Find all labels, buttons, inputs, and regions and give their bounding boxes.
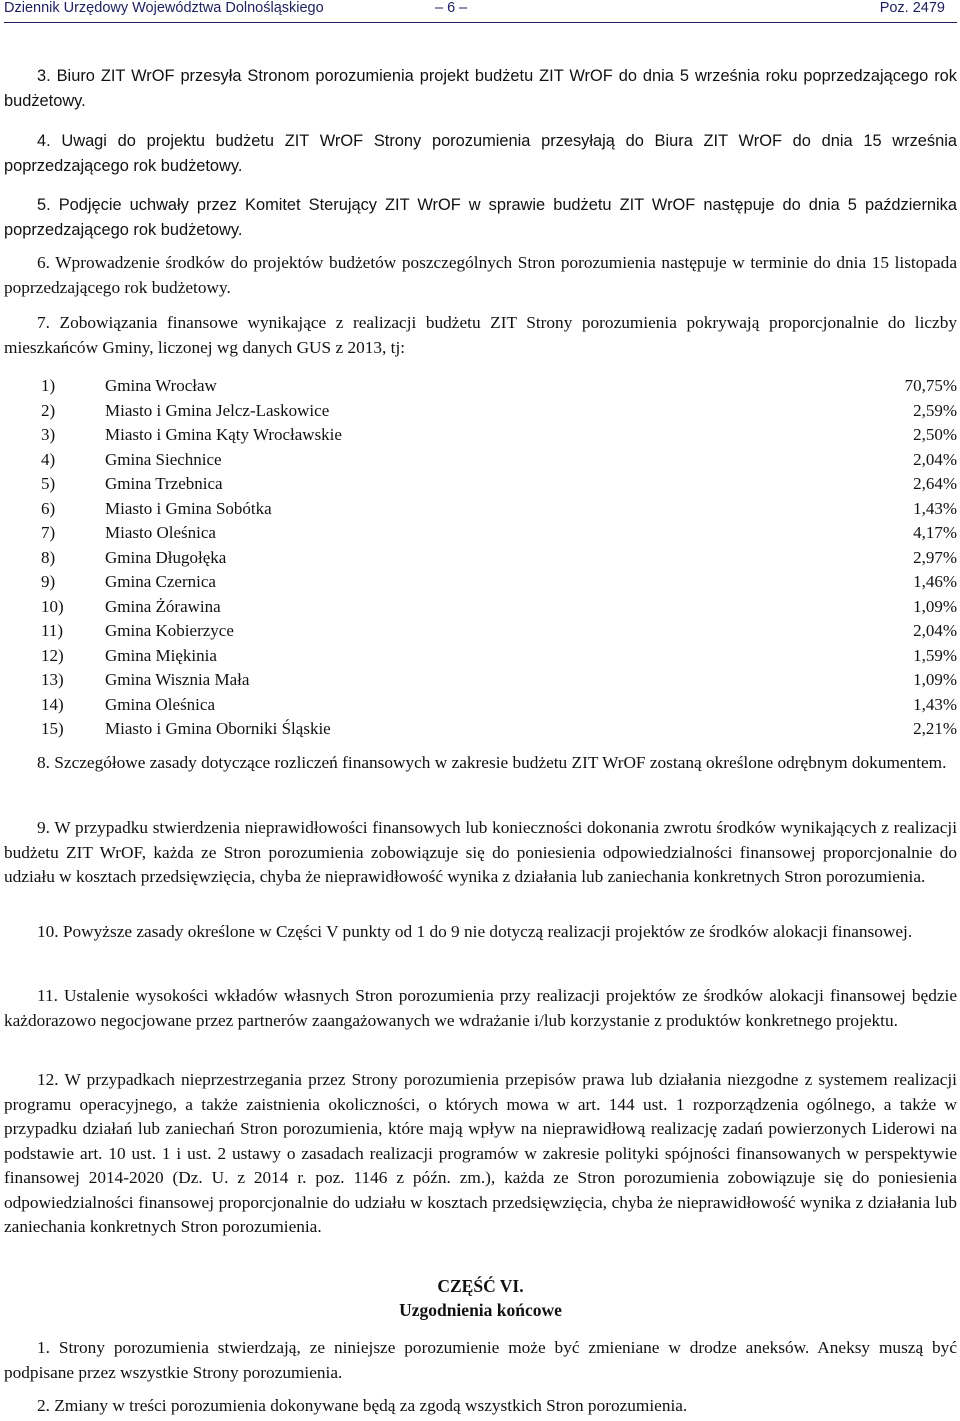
list-item-number: 11)	[41, 621, 64, 640]
share-percentage: 2,59%	[913, 400, 957, 420]
paragraph-10: 10. Powyższe zasady określone w Części V punkty od 1 do 9 nie dotyczą realizacji projektów ze środków alokacji finansowej.	[37, 922, 913, 941]
share-percentage: 2,97%	[913, 547, 957, 567]
list-item	[4, 448, 957, 473]
section-title: CZĘŚĆ VI.	[437, 1276, 524, 1296]
list-item	[4, 374, 957, 399]
list-item	[4, 595, 957, 620]
municipality-name: Gmina Oleśnica	[105, 694, 215, 714]
list-item	[4, 546, 957, 571]
list-item	[4, 668, 957, 693]
municipality-name: Gmina Trzebnica	[105, 474, 223, 493]
section-subtitle: Uzgodnienia końcowe	[399, 1300, 562, 1320]
list-item-number: 3)	[41, 425, 56, 444]
list-item	[4, 521, 957, 546]
municipality-name: Gmina Miękinia	[105, 645, 217, 665]
list-item	[4, 619, 957, 644]
list-item-number: 12)	[41, 645, 64, 665]
paragraph-9: 9. W przypadku stwierdzenia nieprawidłowości finansowych lub konieczności dokonania zwrotu środków wynikających z realizacji budżetu ZIT WrOF, każda ze Stron porozumienia zobowiązuje się do poniesienia odpowiedzialności finansowej proporcjonalnie do udziału w kosztach przedsięwzięcia, chyba że nieprawidłowość wynika z działania lub zaniechania konkretnych Stron porozumienia.	[4, 818, 957, 886]
municipality-name: Gmina Żórawina	[105, 596, 221, 616]
page-header	[4, 0, 957, 23]
share-percentage: 70,75%	[904, 376, 957, 395]
share-percentage: 4,17%	[913, 523, 957, 542]
list-item-number: 6)	[41, 498, 56, 518]
list-item	[4, 497, 957, 522]
paragraph-8: 8. Szczegółowe zasady dotyczące rozliczeń finansowych w zakresie budżetu ZIT WrOF zostaną określone odrębnym dokumentem.	[37, 753, 947, 772]
paragraph-3: 3. Biuro ZIT WrOF przesyła Stronom porozumienia projekt budżetu ZIT WrOF do dnia 5 września roku poprzedzającego rok budżetowy.	[4, 67, 957, 110]
list-item-number: 1)	[41, 376, 56, 395]
list-item-number: 10)	[41, 596, 64, 616]
final-point-1: 1. Strony porozumienia stwierdzają, ze niniejsze porozumienie może być zmieniane w drodze aneksów. Aneksy muszą być podpisane przez wszystkie Strony porozumienia.	[4, 1338, 957, 1382]
municipality-name: Gmina Siechnice	[105, 449, 222, 469]
share-percentage: 2,04%	[913, 621, 957, 640]
list-item-number: 14)	[41, 694, 64, 714]
municipality-name: Miasto i Gmina Oborniki Śląskie	[105, 719, 331, 738]
municipality-name: Gmina Czernica	[105, 572, 216, 591]
municipality-name: Miasto i Gmina Jelcz-Laskowice	[105, 400, 330, 420]
page-number: – 6 –	[435, 0, 468, 16]
list-item	[4, 423, 957, 448]
list-item-number: 7)	[41, 523, 56, 542]
list-item	[4, 399, 957, 424]
share-percentage: 1,59%	[913, 645, 957, 665]
share-percentage: 1,43%	[913, 694, 957, 714]
share-percentage: 2,04%	[913, 449, 957, 469]
list-item-number: 13)	[41, 670, 64, 689]
list-item	[4, 472, 957, 497]
list-item-number: 5)	[41, 474, 56, 493]
list-item-number: 2)	[41, 400, 56, 420]
share-percentage: 1,09%	[913, 596, 957, 616]
municipality-name: Miasto i Gmina Kąty Wrocławskie	[105, 425, 342, 444]
position-number: Poz. 2479	[879, 0, 945, 16]
list-item	[4, 693, 957, 718]
list-item	[4, 570, 957, 595]
list-item-number: 9)	[41, 572, 56, 591]
share-percentage: 2,50%	[913, 425, 957, 444]
share-percentage: 1,46%	[913, 572, 957, 591]
list-item	[4, 644, 957, 669]
share-percentage: 2,64%	[913, 474, 957, 493]
list-item-number: 8)	[41, 547, 56, 567]
share-percentage: 2,21%	[913, 719, 957, 738]
list-item	[4, 717, 957, 742]
journal-title: Dziennik Urzędowy Województwa Dolnośląskiego	[4, 0, 324, 16]
municipality-name: Gmina Kobierzyce	[105, 621, 234, 640]
list-item-number: 4)	[41, 449, 56, 469]
share-percentage: 1,09%	[913, 670, 957, 689]
paragraph-7: 7. Zobowiązania finansowe wynikające z realizacji budżetu ZIT Strony porozumienia pokrywają proporcjonalnie do liczby mieszkańców Gminy, liczonej wg danych GUS z 2013, tj:	[4, 313, 957, 357]
municipality-name: Miasto Oleśnica	[105, 523, 216, 542]
municipality-name: Gmina Wrocław	[105, 376, 217, 395]
paragraph-4: 4. Uwagi do projektu budżetu ZIT WrOF Strony porozumienia przesyłają do Biura ZIT WrOF do dnia 15 września poprzedzającego rok budżetowy.	[4, 132, 957, 175]
paragraph-12: 12. W przypadkach nieprzestrzegania przez Strony porozumienia przepisów prawa lub działania niezgodne z systemem realizacji programu operacyjnego, a także zaistnienia okoliczności, o których mowa w art. 144 ust. 1 rozporządzenia ogólnego, a także w przypadku działań lub zaniechań Stron porozumienia, które mają wpływ na nieprawidłową realizację zadań powierzonych Liderowi na podstawie art. 10 ust. 1 i ust. 2 ustawy o zasadach realizacji programów w zakresie polityki spójności finansowanych w perspektywie finansowej 2014-2020 (Dz. U. z 2014 r. poz. 1146 z późn. zm.), każda ze Stron porozumienia zobowiązuje się do poniesienia odpowiedzialności finansowej proporcjonalnie do udziału w kosztach przedsięwzięcia, chyba że nieprawidłowość wynika z działania lub zaniechania konkretnych Stron porozumienia.	[4, 1070, 957, 1236]
municipality-name: Miasto i Gmina Sobótka	[105, 498, 272, 518]
population-share-list	[4, 374, 957, 742]
share-percentage: 1,43%	[913, 498, 957, 518]
paragraph-6: 6. Wprowadzenie środków do projektów budżetów poszczególnych Stron porozumienia następuje w terminie do dnia 15 listopada poprzedzającego rok budżetowy.	[4, 253, 957, 297]
list-item-number: 15)	[41, 719, 64, 738]
paragraph-11: 11. Ustalenie wysokości wkładów własnych Stron porozumienia przy realizacji projektów ze środków alokacji finansowej będzie każdorazowo negocjowane przez partnerów zaangażowanych we wdrażanie i/lub korzystanie z produktów konkretnego projektu.	[4, 986, 957, 1030]
municipality-name: Gmina Wisznia Mała	[105, 670, 250, 689]
municipality-name: Gmina Długołęka	[105, 547, 227, 567]
final-point-2: 2. Zmiany w treści porozumienia dokonywane będą za zgodą wszystkich Stron porozumienia.	[37, 1396, 688, 1415]
paragraph-5: 5. Podjęcie uchwały przez Komitet Sterujący ZIT WrOF w sprawie budżetu ZIT WrOF następuje do dnia 5 października poprzedzającego rok budżetowy.	[4, 196, 957, 239]
